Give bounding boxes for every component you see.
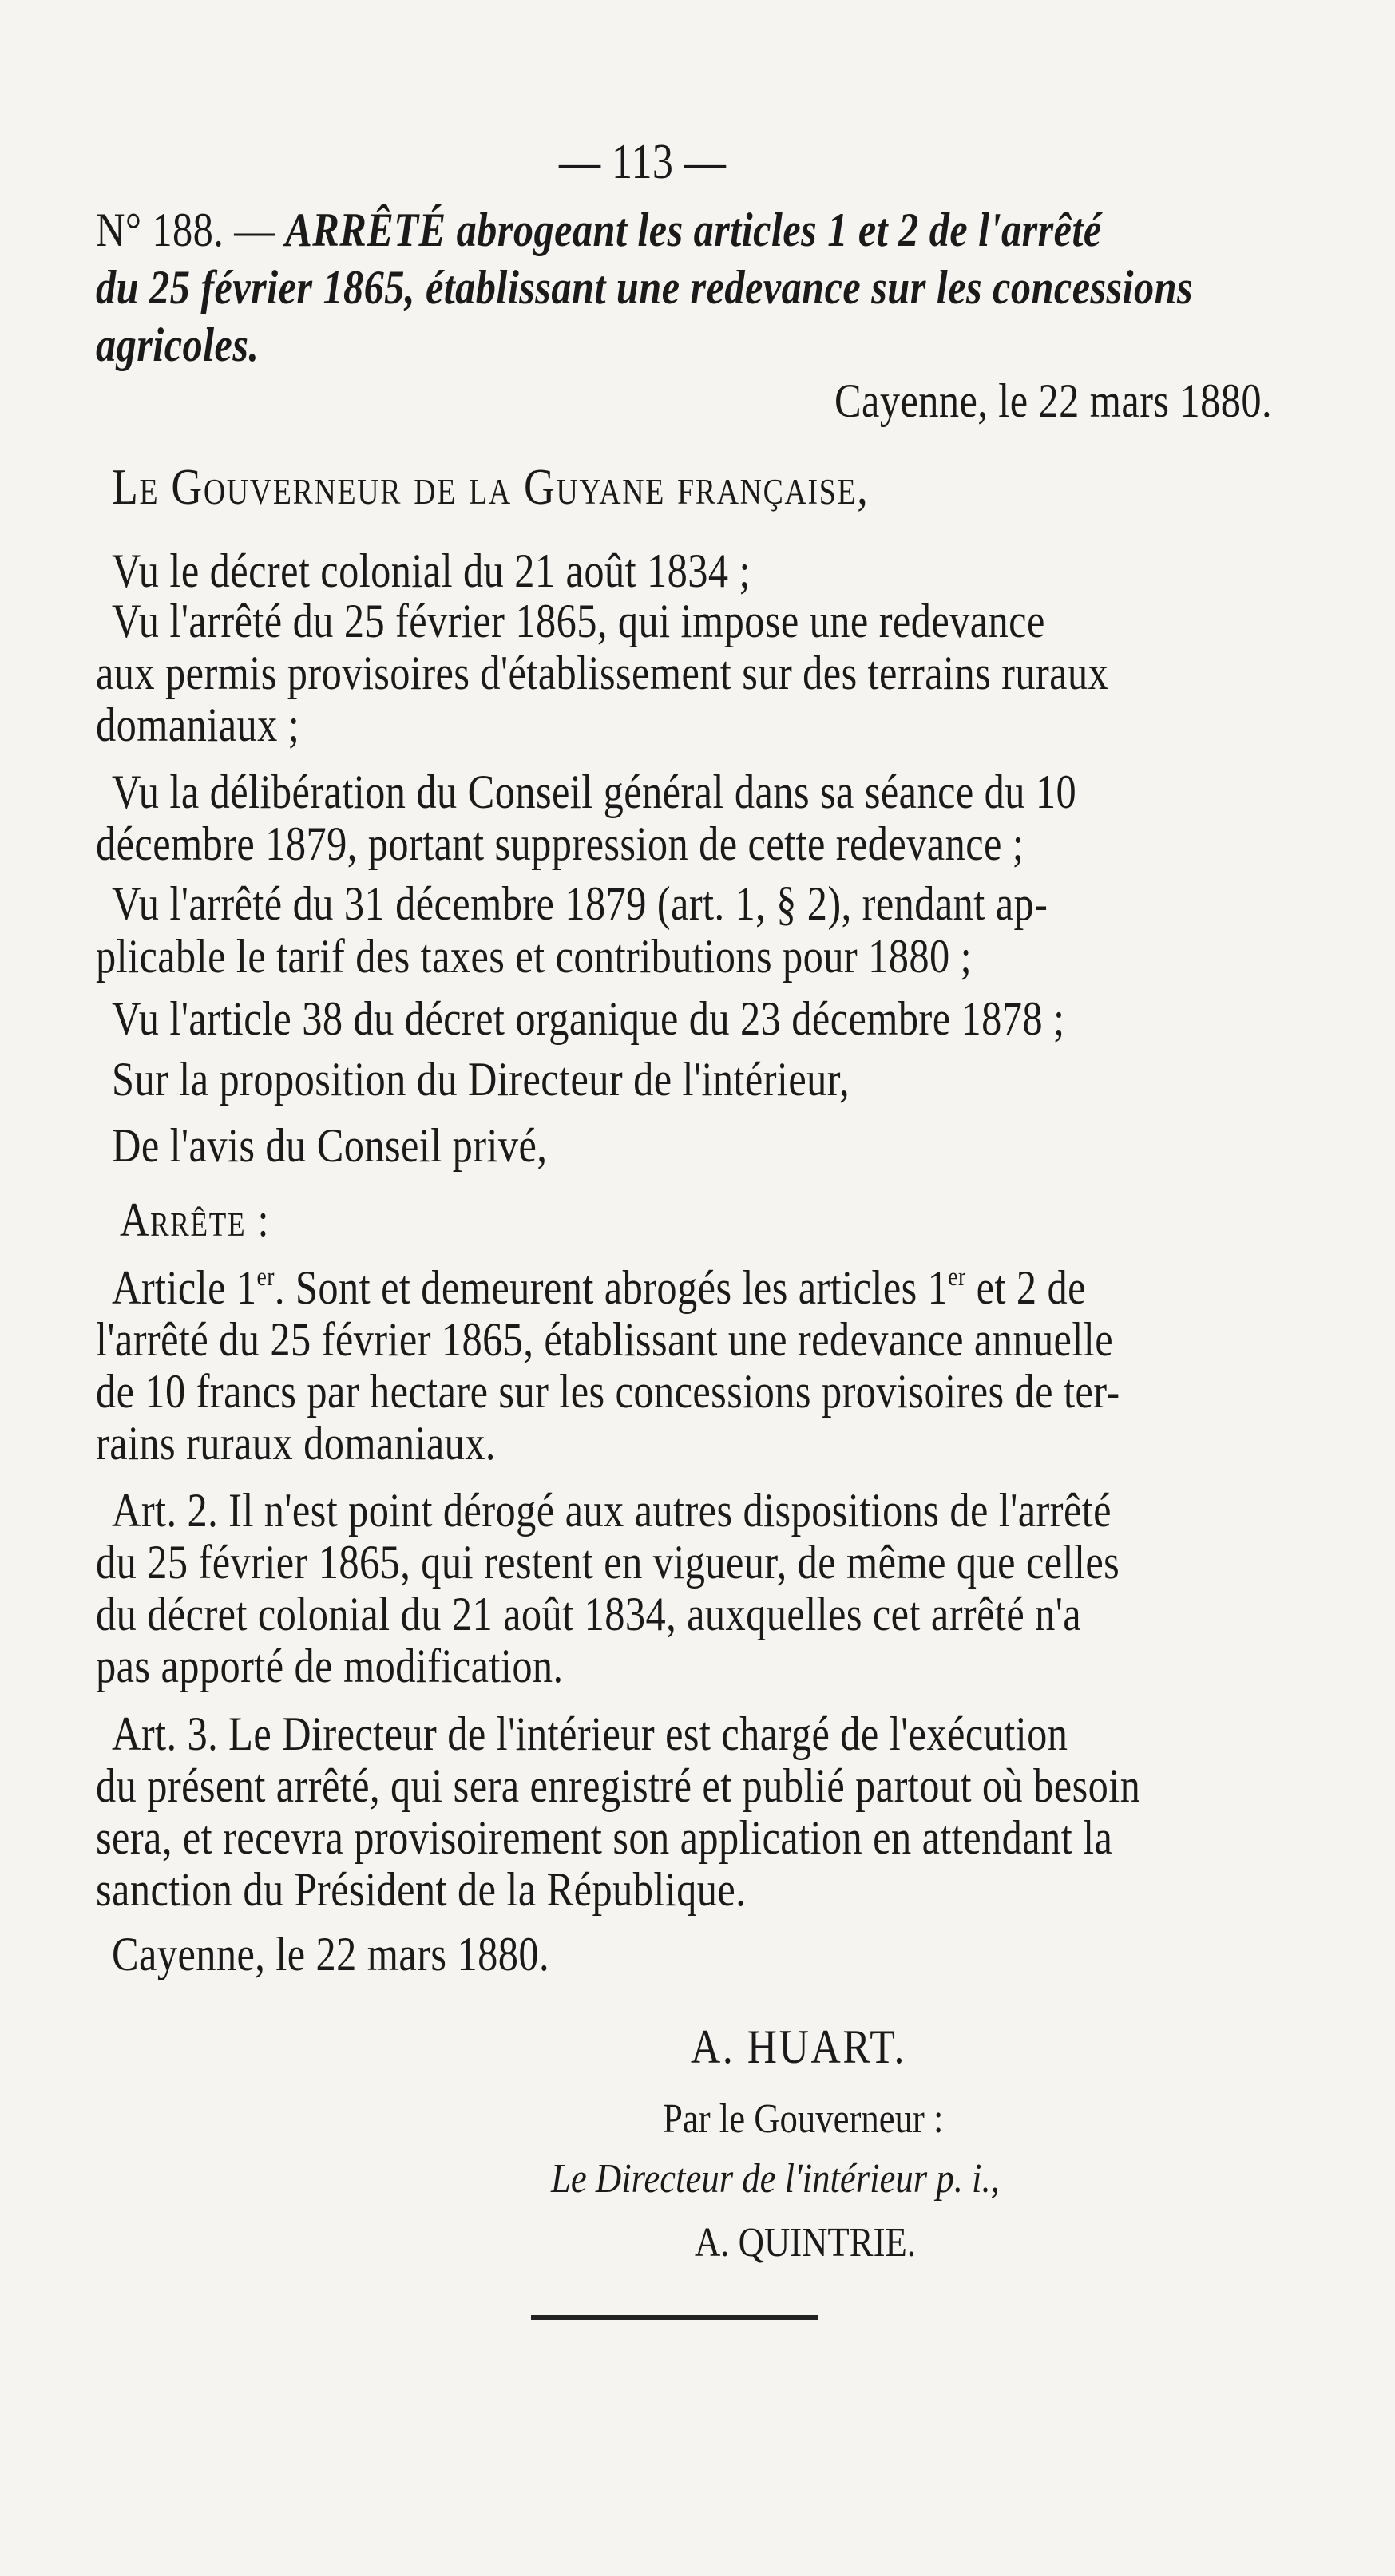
- signature-name-2: A. QUINTRIE.: [695, 2220, 916, 2265]
- decree-title-2: du 25 février 1865, établissant une redevance sur les concessions: [96, 261, 1194, 314]
- avis-line: De l'avis du Conseil privé,: [112, 1119, 548, 1172]
- article-3-line-4: sanction du Président de la République.: [96, 1863, 747, 1916]
- article-1-line-4: rains ruraux domaniaux.: [96, 1417, 496, 1470]
- page-number: — 113 —: [559, 135, 727, 189]
- article-1-line-3: de 10 francs par hectare sur les concessions provisoires de ter-: [96, 1365, 1120, 1418]
- article-3-line-1: Art. 3. Le Directeur de l'intérieur est chargé de l'exécution: [112, 1707, 1068, 1760]
- vu-5: Vu l'article 38 du décret organique du 23 décembre 1878 ;: [112, 992, 1065, 1045]
- decree-number: N° 188. —: [96, 204, 275, 256]
- signature-directeur: Le Directeur de l'intérieur p. i.,: [551, 2156, 1000, 2202]
- vu-2-line-2: aux permis provisoires d'établissement sur des terrains ruraux: [96, 647, 1109, 699]
- superscript-er: er: [948, 1262, 966, 1292]
- vu-2-line-1: Vu l'arrêté du 25 février 1865, qui impose une redevance: [112, 595, 1045, 647]
- article-3-line-3: sera, et recevra provisoirement son application en attendant la: [96, 1811, 1113, 1864]
- article-1-line-1: Article 1er. Sont et demeurent abrogés les articles 1er et 2 de: [112, 1261, 1086, 1314]
- heading-line-1: [96, 206, 1102, 254]
- vu-4-line-2: plicable le tarif des taxes et contributions pour 1880 ;: [96, 930, 973, 983]
- vu-1: Vu le décret colonial du 21 août 1834 ;: [112, 544, 751, 597]
- article-2-line-2: du 25 février 1865, qui restent en vigueur, de même que celles: [96, 1536, 1120, 1589]
- article-2-line-1: Art. 2. Il n'est point dérogé aux autres dispositions de l'arrêté: [112, 1484, 1112, 1537]
- article-3-line-2: du présent arrêté, qui sera enregistré et publié partout où besoin: [96, 1759, 1141, 1812]
- vu-2-line-3: domaniaux ;: [96, 698, 300, 751]
- decree-title-3: agricoles.: [96, 319, 260, 371]
- article-2-line-4: pas apporté de modification.: [96, 1640, 564, 1692]
- closing-date: Cayenne, le 22 mars 1880.: [112, 1928, 549, 1980]
- dateline: Cayenne, le 22 mars 1880.: [834, 374, 1272, 427]
- closing-rule: [531, 2315, 818, 2320]
- article-2-line-3: du décret colonial du 21 août 1834, auxquelles cet arrêté n'a: [96, 1588, 1082, 1640]
- signature-name: A. HUART.: [691, 2020, 906, 2073]
- article-1-line-2: l'arrêté du 25 février 1865, établissant une redevance annuelle: [96, 1313, 1113, 1366]
- vu-4-line-1: Vu l'arrêté du 31 décembre 1879 (art. 1, § 2), rendant ap-: [112, 877, 1048, 930]
- gouverneur-line: Le Gouverneur de la Guyane française,: [112, 458, 870, 515]
- vu-3-line-2: décembre 1879, portant suppression de cette redevance ;: [96, 817, 1024, 870]
- superscript-er: er: [256, 1262, 275, 1292]
- signature-par: Par le Gouverneur :: [663, 2096, 944, 2142]
- proposition-line: Sur la proposition du Directeur de l'intérieur,: [112, 1053, 850, 1106]
- decree-title-1: ARRÊTÉ abrogeant les articles 1 et 2 de l'arrêté: [285, 204, 1102, 256]
- arrete-heading: Arrête :: [120, 1193, 271, 1246]
- vu-3-line-1: Vu la délibération du Conseil général dans sa séance du 10: [112, 766, 1077, 818]
